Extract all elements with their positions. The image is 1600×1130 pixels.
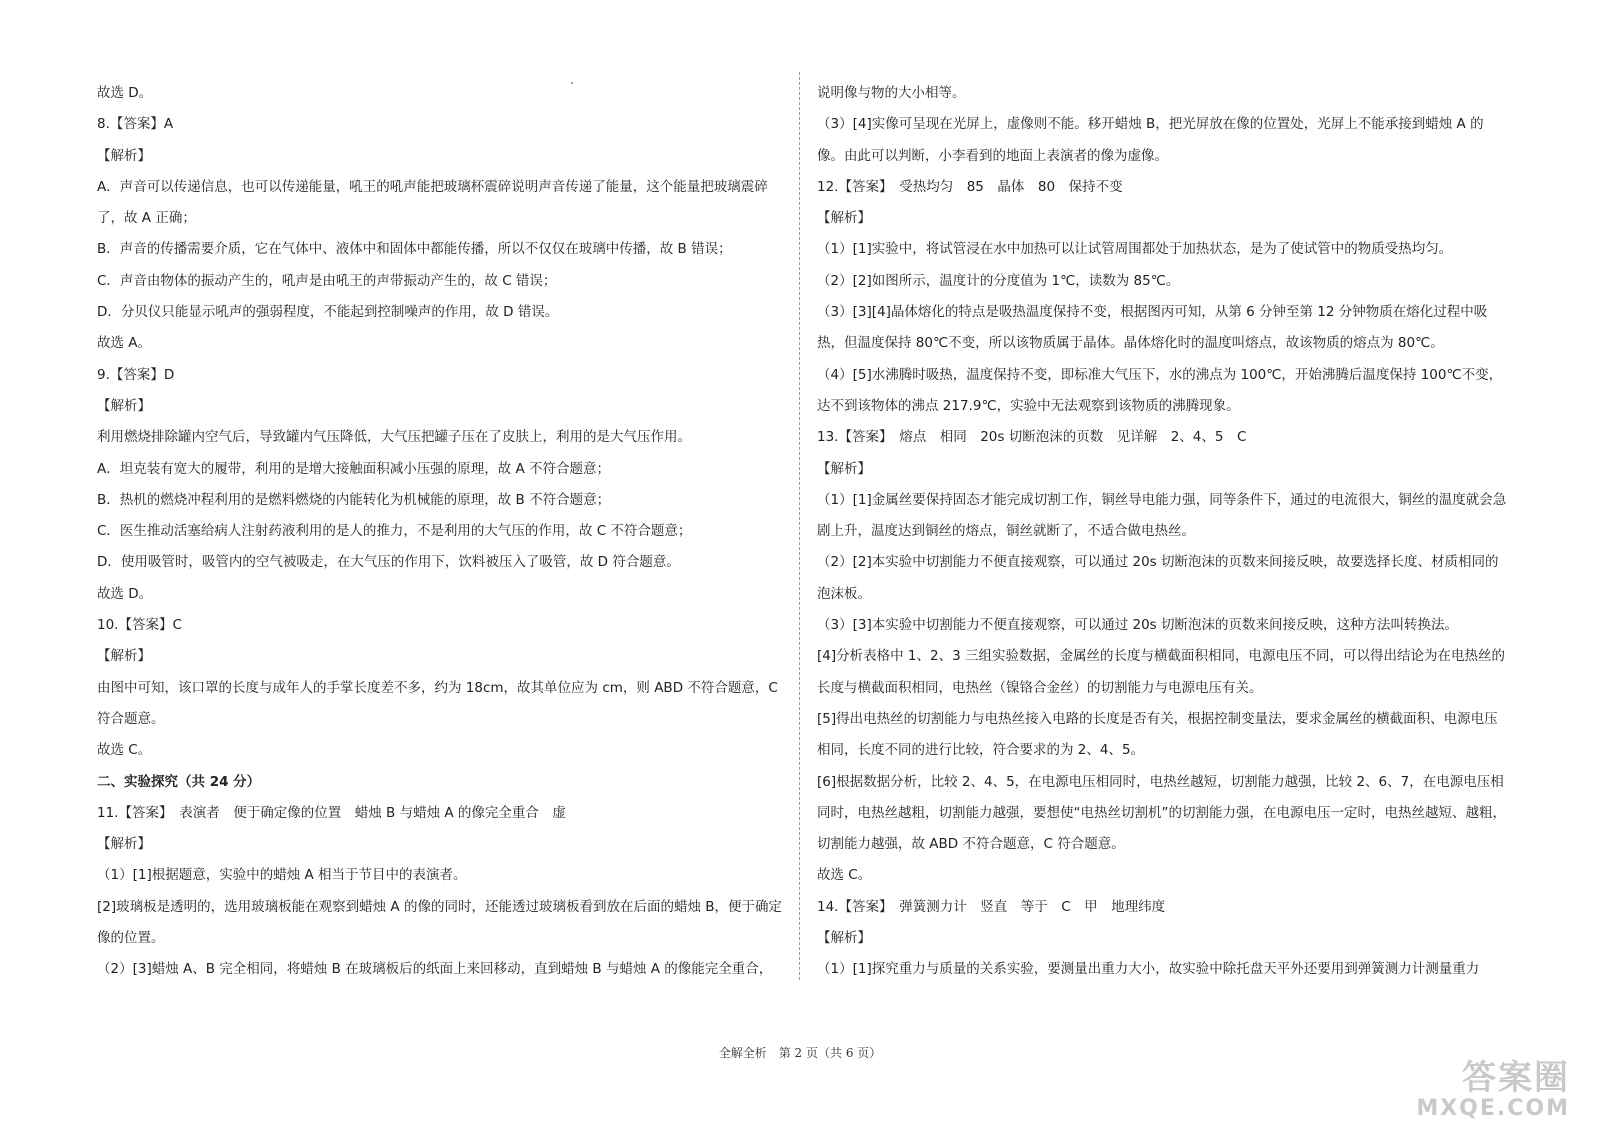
paragraph: 【解析】 xyxy=(817,210,871,227)
paragraph: （3）[3]本实验中切割能力不便直接观察，可以通过 20s 切断泡沫的页数来间接反映，这种方法叫转换法。 xyxy=(817,617,1459,634)
paragraph: （2）[2]如图所示，温度计的分度值为 1℃，读数为 85℃。 xyxy=(817,272,1180,289)
paragraph: 【解析】 xyxy=(817,460,871,477)
paragraph: C．医生推动活塞给病人注射药液利用的是人的推力，不是利用的大气压的作用，故 C 不符合题意； xyxy=(97,523,692,540)
paragraph: [5]得出电热丝的切割能力与电热丝接入电路的长度是否有关，根据控制变量法，要求金属丝的横截面积、电源电压相同，长度不同的进行比较，符合要求的为 2、4、5。 xyxy=(817,710,1498,759)
answer-line: 12.【答案】 受热均匀 85 晶体 80 保持不变 xyxy=(817,178,1123,195)
answer-line: 13.【答案】 熔点 相同 20s 切断泡沫的页数 见详解 2、4、5 C xyxy=(817,429,1247,446)
watermark-logo: 答案圈 xyxy=(1462,1058,1570,1098)
paragraph: A．声音可以传递信息，也可以传递能量，吼王的吼声能把玻璃杯震碎说明声音传递了能量，这个能量把玻璃震碎了，故 A 正确； xyxy=(97,178,768,227)
paragraph: 【解析】 xyxy=(97,147,151,164)
column-divider xyxy=(799,72,800,980)
paragraph: [2]玻璃板是透明的，选用玻璃板能在观察到蜡烛 A 的像的同时，还能透过玻璃板看到放在后面的蜡烛 B，便于确定像的位置。 xyxy=(97,898,782,947)
answer-line: 11.【答案】 表演者 便于确定像的位置 蜡烛 B 与蜡烛 A 的像完全重合 虚 xyxy=(97,804,566,821)
paragraph: C．声音由物体的振动产生的，吼声是由吼王的声带振动产生的，故 C 错误； xyxy=(97,272,557,289)
paragraph: 故选 C。 xyxy=(817,867,872,884)
paragraph: （2）[2]本实验中切割能力不便直接观察，可以通过 20s 切断泡沫的页数来间接反映，故要选择长度、材质相同的泡沫板。 xyxy=(817,554,1499,602)
paragraph: 说明像与物的大小相等。 xyxy=(817,85,966,101)
answer-line: 10.【答案】C xyxy=(97,617,182,634)
watermark xyxy=(1340,1060,1570,1122)
paragraph: 由图中可知，该口罩的长度与成年人的手掌长度差不多，约为 18cm，故其单位应为 cm，则 ABD 不符合题意，C 符合题意。 xyxy=(97,679,778,727)
paragraph: （1）[1]实验中，将试管浸在水中加热可以让试管周围都处于加热状态，是为了使试管中的物质受热均匀。 xyxy=(817,241,1453,258)
paragraph: 故选 A。 xyxy=(97,335,152,352)
paragraph: 【解析】 xyxy=(97,836,151,853)
paragraph: 【解析】 xyxy=(97,397,151,414)
paragraph: [4]分析表格中 1、2、3 三组实验数据，金属丝的长度与横截面积相同，电源电压不同，可以得出结论为在电热丝的长度与横截面积相同，电热丝（镍铬合金丝）的切割能力与电源电压有关。 xyxy=(817,648,1505,696)
section-heading: 二、实验探究（共 24 分） xyxy=(97,773,261,790)
left-column xyxy=(97,78,787,986)
paragraph: B．热机的燃烧冲程利用的是燃料燃烧的内能转化为机械能的原理，故 B 不符合题意； xyxy=(97,491,611,508)
answer-line: 9.【答案】D xyxy=(97,366,175,383)
watermark-url: MXQE.COM xyxy=(1416,1096,1570,1121)
paragraph: [6]根据数据分析，比较 2、4、5，在电源电压相同时，电热丝越短，切割能力越强，比较 2、6、7，在电源电压相同时，电热丝越粗，切割能力越强，要想使“电热丝切割机”的切割能力强，在电源电压一定时，电热丝越短、越粗，切割能力越强，故 ABD 不符合题意，C 符合题意。 xyxy=(817,773,1506,853)
paragraph: （3）[4]实像可呈现在光屏上，虚像则不能。移开蜡烛 B，把光屏放在像的位置处，光屏上不能承接到蜡烛 A 的像。由此可以判断，小李看到的地面上表演者的像为虚像。 xyxy=(817,116,1484,164)
paragraph: 利用燃烧排除罐内空气后，导致罐内气压降低，大气压把罐子压在了皮肤上，利用的是大气压作用。 xyxy=(97,429,691,446)
paragraph: （1）[1]根据题意，实验中的蜡烛 A 相当于节目中的表演者。 xyxy=(97,867,467,884)
paragraph: （3）[3][4]晶体熔化的特点是吸热温度保持不变，根据图丙可知，从第 6 分钟至第 12 分钟物质在熔化过程中吸热，但温度保持 80℃不变，所以该物质属于晶体。晶体熔化时的温度叫熔点，故该物质的熔点为 80℃。 xyxy=(817,304,1488,352)
paragraph: D．分贝仪只能显示吼声的强弱程度，不能起到控制噪声的作用，故 D 错误。 xyxy=(97,304,559,321)
paragraph: （1）[1]探究重力与质量的关系实验，要测量出重力大小，故实验中除托盘天平外还要用到弹簧测力计测量重力 xyxy=(817,961,1480,978)
scan-dot xyxy=(571,82,573,84)
paragraph: B．声音的传播需要介质，它在气体中、液体中和固体中都能传播，所以不仅仅在玻璃中传播，故 B 错误； xyxy=(97,241,732,258)
paragraph: 故选 C。 xyxy=(97,742,152,759)
paragraph: 【解析】 xyxy=(97,648,151,665)
paragraph: （4）[5]水沸腾时吸热，温度保持不变，即标准大气压下，水的沸点为 100℃，开始沸腾后温度保持 100℃不变，达不到该物体的沸点 217.9℃，实验中无法观察到该物质的沸腾现象。 xyxy=(817,366,1503,414)
page-footer: 全解全析 第 2 页（共 6 页） xyxy=(718,1046,882,1060)
paragraph: （2）[3]蜡烛 A、B 完全相同，将蜡烛 B 在玻璃板后的纸面上来回移动，直到蜡烛 B 与蜡烛 A 的像能完全重合， xyxy=(97,961,773,978)
right-column xyxy=(817,78,1507,986)
paragraph: 【解析】 xyxy=(817,930,871,947)
paragraph: 故选 D。 xyxy=(97,85,153,101)
paragraph: （1）[1]金属丝要保持固态才能完成切割工作，铜丝导电能力强，同等条件下，通过的电流很大，铜丝的温度就会急剧上升，温度达到铜丝的熔点，铜丝就断了，不适合做电热丝。 xyxy=(817,491,1507,540)
paragraph: 故选 D。 xyxy=(97,585,153,602)
paragraph: D．使用吸管时，吸管内的空气被吸走，在大气压的作用下，饮料被压入了吸管，故 D 符合题意。 xyxy=(97,554,680,571)
paragraph: A．坦克装有宽大的履带，利用的是增大接触面积减小压强的原理，故 A 不符合题意； xyxy=(97,460,611,477)
answer-line: 14.【答案】 弹簧测力计 竖直 等于 C 甲 地理纬度 xyxy=(817,898,1166,915)
answer-line: 8.【答案】A xyxy=(97,116,174,133)
